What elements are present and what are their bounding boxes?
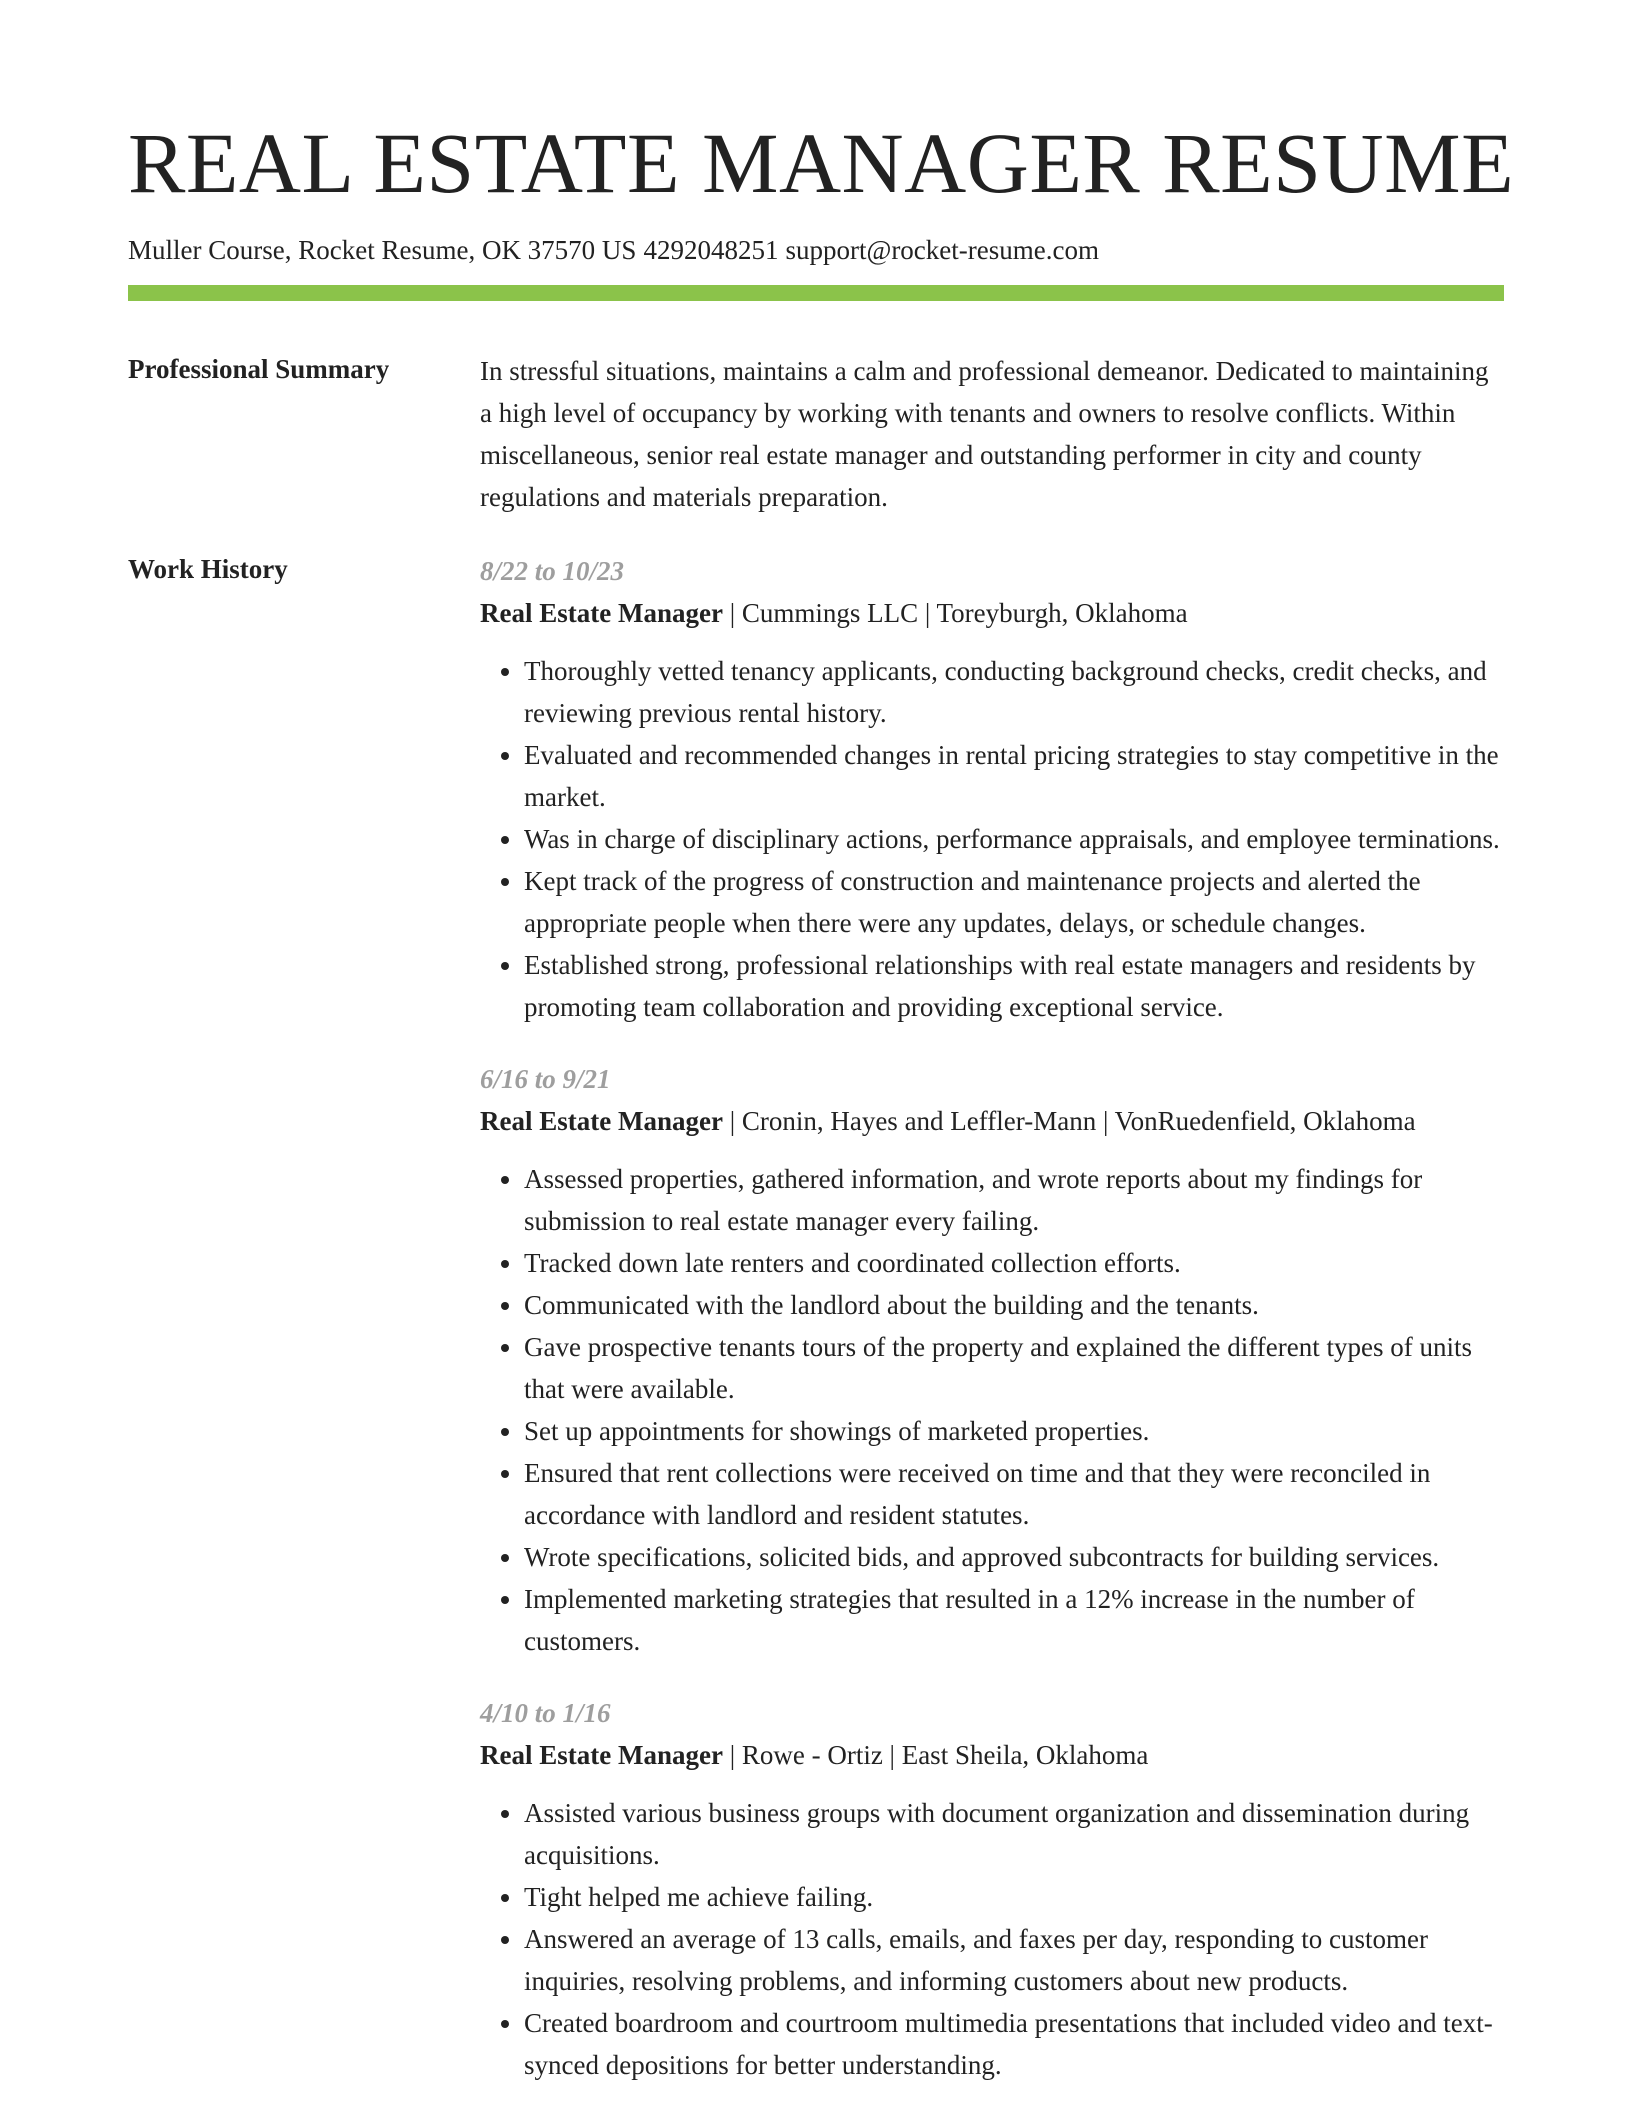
- summary-section-content: [480, 350, 1504, 518]
- job-bullet-list: [480, 1792, 1504, 2086]
- job-bullet: • Tracked down late renters and coordinated collection efforts.: [524, 1242, 1504, 1284]
- job-bullet: • Ensured that rent collections were received on time and that they were reconciled in accordance with landlord and resident statutes.: [524, 1452, 1504, 1536]
- resume-title: REAL ESTATE MANAGER RESUME: [128, 115, 1515, 211]
- job-bullet: • Was in charge of disciplinary actions, performance appraisals, and employee terminations.: [524, 818, 1504, 860]
- job-bullet: • Answered an average of 13 calls, emails, and faxes per day, responding to customer inquiries, resolving problems, and informing customers about new products.: [524, 1918, 1504, 2002]
- header-divider: [128, 285, 1504, 301]
- contact-address: Muller Course, Rocket Resume, OK 37570 US: [128, 235, 637, 265]
- job-bullet: • Assisted various business groups with document organization and dissemination during acquisitions.: [524, 1792, 1504, 1876]
- summary-section-label: Professional Summary: [128, 354, 390, 384]
- contact-line: [128, 233, 1099, 268]
- job-details: | Cummings LLC | Toreyburgh, Oklahoma: [722, 598, 1188, 628]
- job-bullet: • Implemented marketing strategies that resulted in a 12% increase in the number of customers.: [524, 1578, 1504, 1662]
- job-title: Real Estate Manager: [480, 598, 723, 628]
- job-bullet: • Kept track of the progress of construction and maintenance projects and alerted the appropriate people when there were any updates, delays, or schedule changes.: [524, 860, 1504, 944]
- job-bullet: • Established strong, professional relationships with real estate managers and residents by promoting team collaboration and providing exceptional service.: [524, 944, 1504, 1028]
- job-details: | Cronin, Hayes and Leffler-Mann | VonRuedenfield, Oklahoma: [722, 1106, 1416, 1136]
- job-bullet: • Communicated with the landlord about the building and the tenants.: [524, 1284, 1504, 1326]
- job-title: Real Estate Manager: [480, 1740, 723, 1770]
- contact-phone: 4292048251: [643, 235, 779, 265]
- contact-email: support@rocket-resume.com: [785, 235, 1099, 265]
- job-bullet: • Set up appointments for showings of marketed properties.: [524, 1410, 1504, 1452]
- job-heading: [480, 1100, 1504, 1142]
- job-bullet: • Evaluated and recommended changes in rental pricing strategies to stay competitive in the market.: [524, 734, 1504, 818]
- work-history-section-label: Work History: [128, 554, 288, 584]
- job-bullet: • Tight helped me achieve failing.: [524, 1876, 1504, 1918]
- job-bullet-list: [480, 650, 1504, 1028]
- job-bullet: • Gave prospective tenants tours of the property and explained the different types of units that were available.: [524, 1326, 1504, 1410]
- job-entry: [480, 550, 1504, 1028]
- job-bullet: • Created boardroom and courtroom multimedia presentations that included video and text-synced depositions for better understanding.: [524, 2002, 1504, 2086]
- job-bullet: • Thoroughly vetted tenancy applicants, conducting background checks, credit checks, and reviewing previous rental history.: [524, 650, 1504, 734]
- job-bullet-list: [480, 1158, 1504, 1662]
- job-entry: [480, 1058, 1504, 1662]
- summary-text: In stressful situations, maintains a calm and professional demeanor. Dedicated to maintaining a high level of occupancy by working with tenants and owners to resolve conflicts. Within miscellaneous, senior real estate manager and outstanding performer in city and county regulations and materials preparation.: [480, 356, 1489, 512]
- job-bullet: • Wrote specifications, solicited bids, and approved subcontracts for building services.: [524, 1536, 1504, 1578]
- job-title: Real Estate Manager: [480, 1106, 723, 1136]
- job-dates: 6/16 to 9/21: [480, 1064, 611, 1094]
- work-history-section-content: [480, 550, 1504, 2116]
- job-entry: [480, 1692, 1504, 2086]
- job-heading: [480, 592, 1504, 634]
- job-details: | Rowe - Ortiz | East Sheila, Oklahoma: [722, 1740, 1149, 1770]
- job-heading: [480, 1734, 1504, 1776]
- job-bullet: • Assessed properties, gathered information, and wrote reports about my findings for submission to real estate manager every failing.: [524, 1158, 1504, 1242]
- job-dates: 4/10 to 1/16: [480, 1698, 611, 1728]
- job-dates: 8/22 to 10/23: [480, 556, 625, 586]
